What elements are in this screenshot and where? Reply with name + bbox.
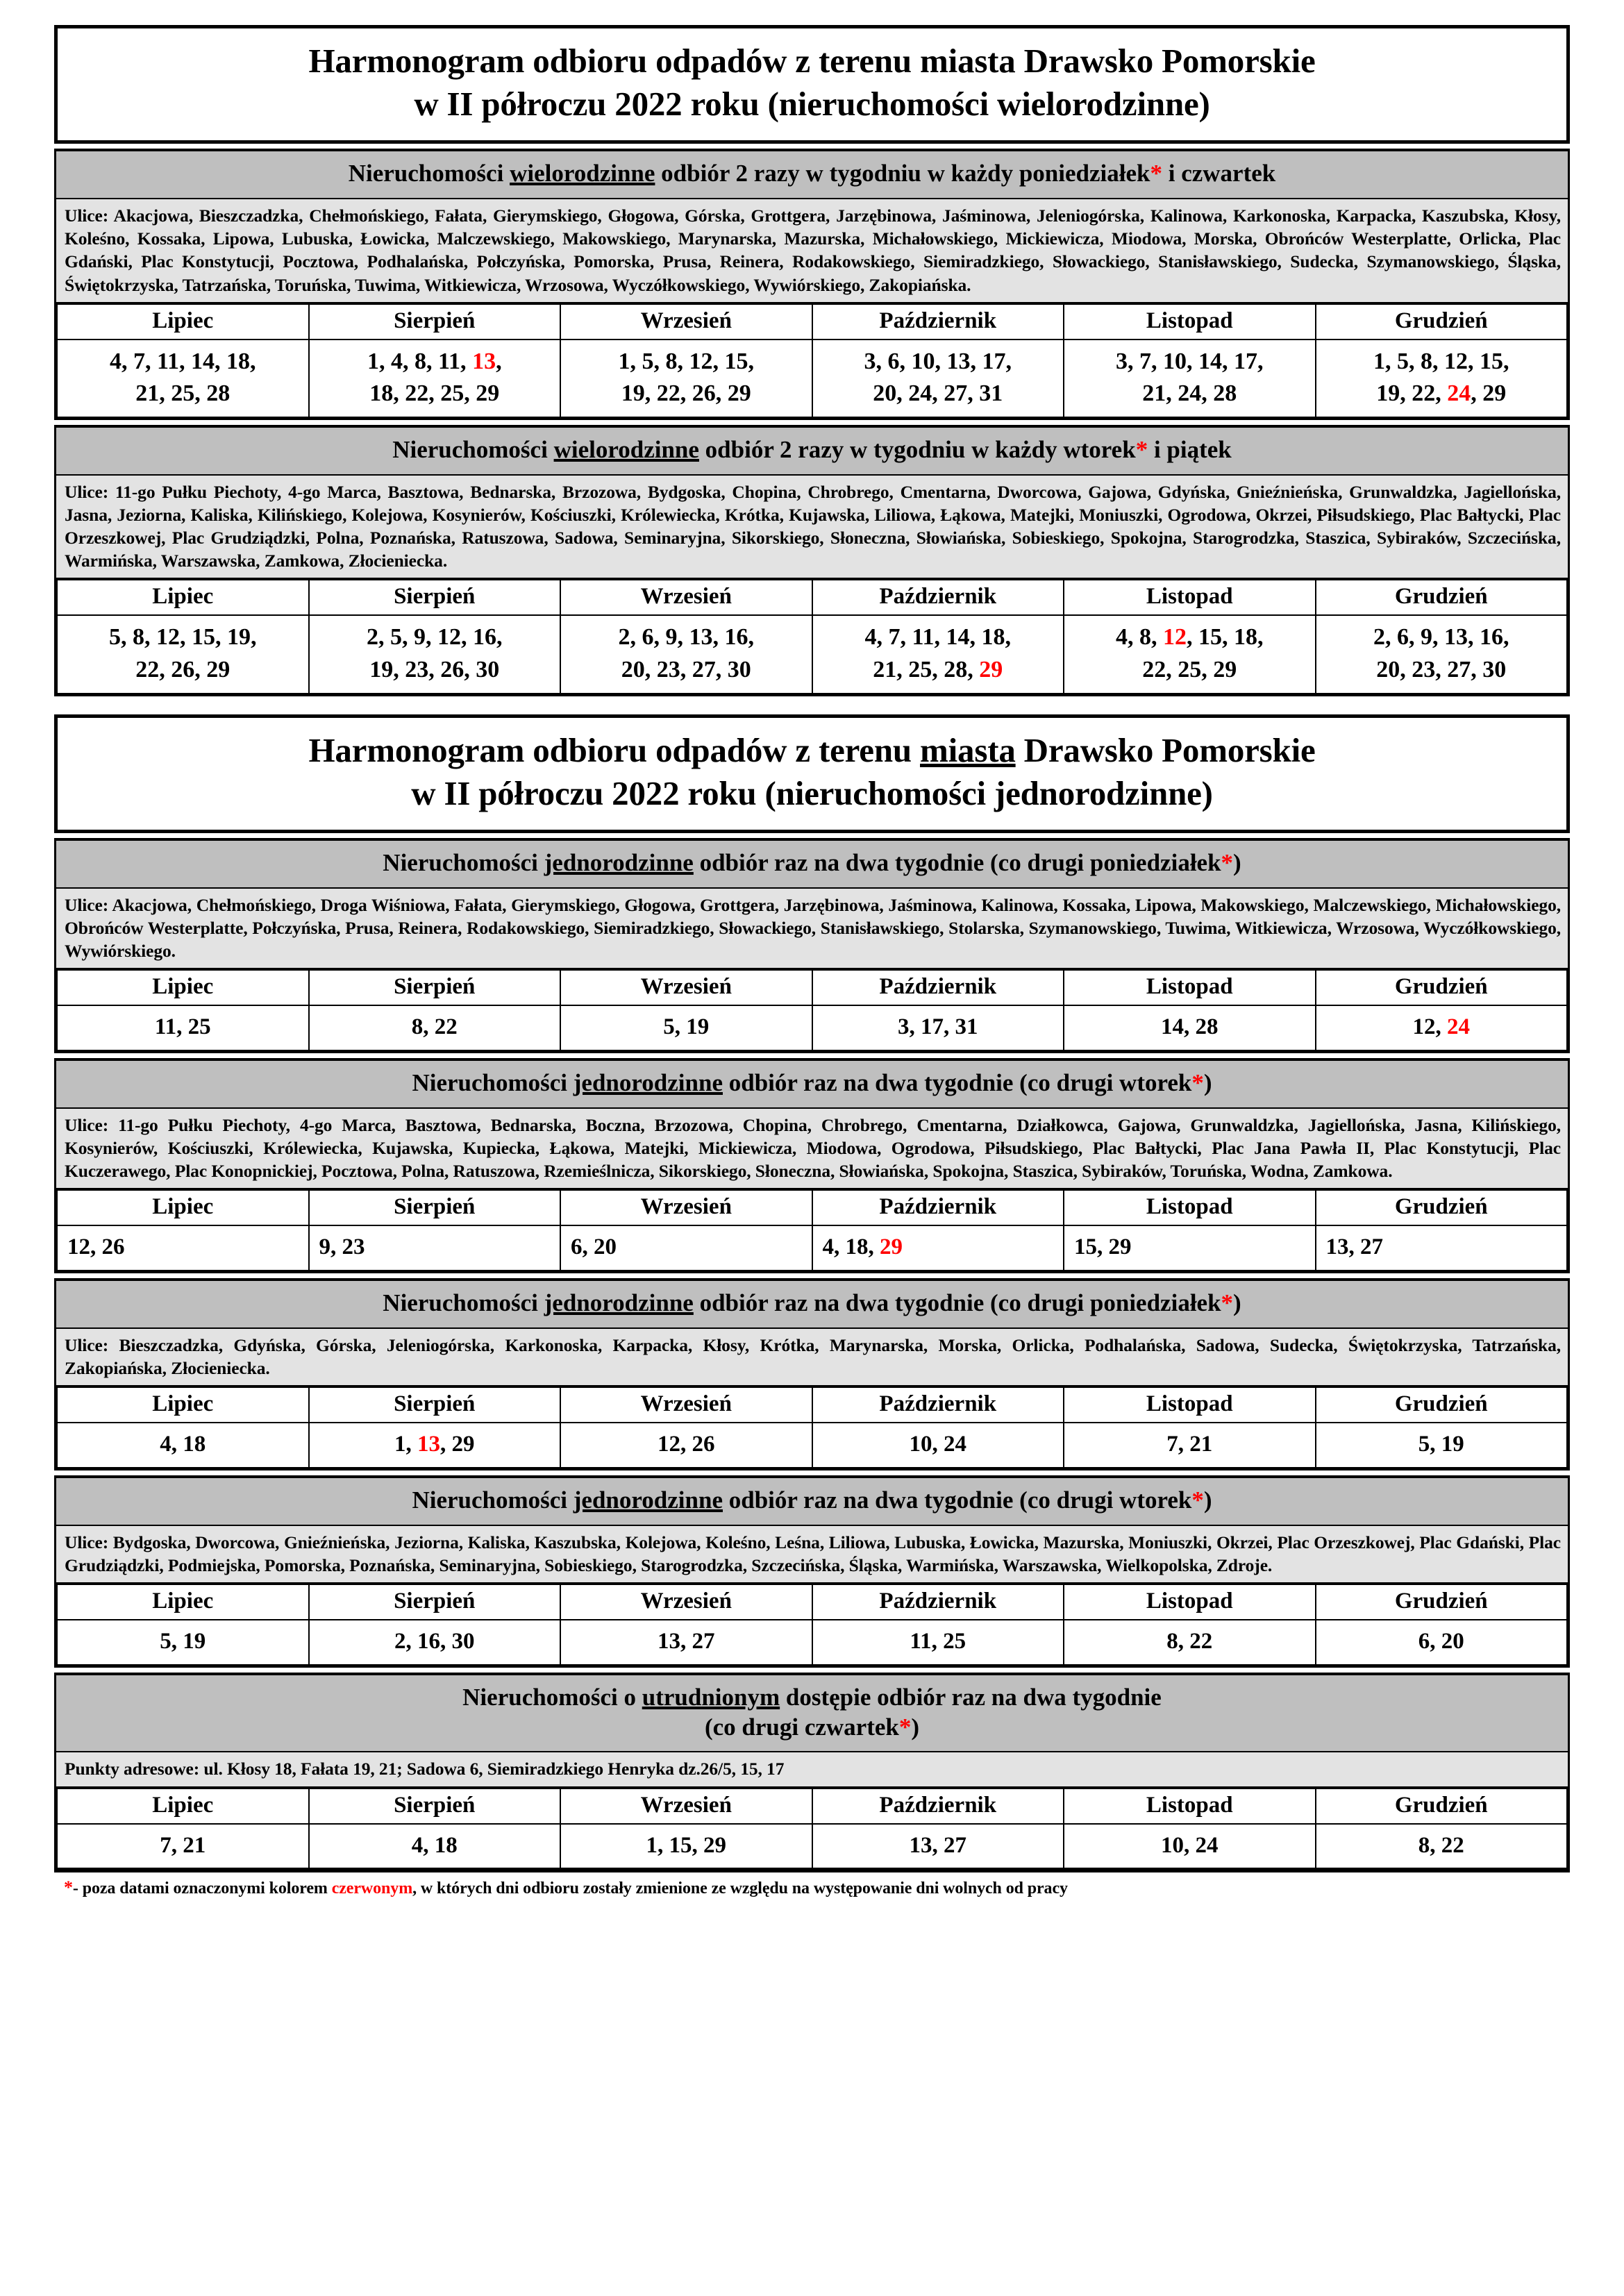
street-list: Ulice: Akacjowa, Chełmońskiego, Droga Wiśniowa, Fałata, Gierymskiego, Głogowa, Grottgera, Jarzębinowa, Jaśminowa, Kalinowa, Kossaka, Lipowa, Makowskiego, Malczewskiego, Michałowskiego, Obrońców Westerplatte, Połczyńska, Prusa, Reinera, Rodakowskiego, Siemiradzkiego, Słowackiego, Stanisławskiego, Stolarska, Szymanowskiego, Tuwima, Witkiewicza, Wrzosowa, Wyczółkowskiego, Wywiórskiego. — [56, 889, 1568, 969]
dates-cell-3 — [560, 615, 812, 693]
month-header-5: Listopad — [1064, 970, 1316, 1005]
dates-row — [57, 1824, 1567, 1869]
month-header-1: Lipiec — [57, 1788, 309, 1824]
month-header-row — [57, 1387, 1567, 1423]
section-heading — [56, 1675, 1568, 1752]
dates-cell-3 — [560, 340, 812, 417]
heading-underlined-word: jednorodzinne — [544, 849, 694, 877]
section-jednorodzinne-wt-2 — [54, 1475, 1570, 1668]
date-text: 19, 23, 26, 30 — [369, 656, 500, 682]
dates-cell-1 — [57, 1423, 309, 1468]
month-header-2: Sierpień — [309, 580, 561, 615]
dates-cell-6 — [1316, 1423, 1568, 1468]
dates-cell-4 — [812, 1005, 1064, 1050]
month-header-1: Lipiec — [57, 1584, 309, 1620]
date-line — [60, 621, 305, 653]
month-header-row — [57, 1584, 1567, 1620]
date-line — [816, 654, 1061, 686]
date-text: 22, 26, 29 — [135, 656, 231, 682]
section-heading — [56, 1478, 1568, 1526]
main-title-multifamily — [54, 25, 1570, 144]
date-text: 9, 23 — [319, 1234, 365, 1260]
month-header-row — [57, 304, 1567, 340]
street-list: Punkty adresowe: ul. Kłosy 18, Fałata 19, 21; Sadowa 6, Siemiradzkiego Henryka dz.26/5, 15, 17 — [56, 1752, 1568, 1787]
dates-cell-1 — [57, 1005, 309, 1050]
month-header-row — [57, 580, 1567, 615]
date-text: 4, 8, — [1116, 624, 1163, 651]
date-line — [564, 1830, 809, 1861]
date-text: 2, 6, 9, 13, 16, — [1373, 624, 1509, 651]
date-text: 5, 19 — [1418, 1432, 1464, 1457]
date-text: 3, 6, 10, 13, 17, — [864, 348, 1012, 374]
date-text: 1, — [394, 1432, 417, 1457]
date-text: 1, 5, 8, 12, 15, — [618, 348, 754, 374]
dates-cell-4 — [812, 1824, 1064, 1869]
dates-cell-2 — [309, 1005, 561, 1050]
dates-cell-1 — [57, 1620, 309, 1665]
heading-underlined-word: jednorodzinne — [573, 1486, 723, 1514]
month-header-6: Grudzień — [1316, 1788, 1568, 1824]
date-text: , 29 — [440, 1432, 475, 1457]
heading-prefix: Nieruchomości — [383, 1289, 544, 1317]
month-header-2: Sierpień — [309, 970, 561, 1005]
month-header-4: Październik — [812, 1788, 1064, 1824]
date-text: 3, 17, 31 — [898, 1014, 978, 1040]
date-text: 15, 29 — [1074, 1234, 1132, 1260]
dates-row — [57, 1620, 1567, 1665]
month-table — [56, 1386, 1568, 1468]
dates-cell-2 — [309, 340, 561, 417]
date-line — [1319, 621, 1564, 653]
dates-cell-6 — [1316, 615, 1568, 693]
heading-prefix: Nieruchomości — [348, 160, 510, 187]
dates-cell-6 — [1316, 340, 1568, 417]
date-line — [1326, 1232, 1564, 1263]
date-text: 2, 6, 9, 13, 16, — [618, 624, 754, 651]
month-header-1: Lipiec — [57, 304, 309, 340]
dates-cell-4 — [812, 1423, 1064, 1468]
month-table — [56, 1788, 1568, 1870]
heading-close: ) — [1203, 1486, 1212, 1514]
section-heading — [56, 428, 1568, 476]
date-text: 10, 24 — [909, 1432, 966, 1457]
street-list: Ulice: 11-go Pułku Piechoty, 4-go Marca, Basztowa, Bednarska, Brzozowa, Bydgoska, Chopina, Chrobrego, Cmentarna, Dworcowa, Gajowa, Gdyńska, Gnieźnieńska, Grunwaldzka, Jagiellońska, Jasna, Jeziorna, Kaliska, Kilińskiego, Kolejowa, Kosynierów, Kościuszki, Królewiecka, Krótka, Kujawska, Liliowa, Łąkowa, Matejki, Moniuszki, Ogrodowa, Okrzei, Piłsudskiego, Plac Bałtycki, Plac Orzeszkowej, Plac Grudziądzki, Polna, Poznańska, Ratuszowa, Sadowa, Seminaryjna, Sikorskiego, Słoneczna, Słowiańska, Sobieskiego, Spokojna, Starogrodzka, Staszica, Sybiraków, Szczecińska, Warmińska, Warszawska, Zamkowa, Złocieniecka. — [56, 476, 1568, 580]
dates-cell-5 — [1064, 1620, 1316, 1665]
date-text: 7, 21 — [160, 1832, 206, 1858]
title-underlined-word: miasta — [920, 730, 1016, 769]
month-header-5: Listopad — [1064, 1190, 1316, 1225]
dates-cell-5 — [1064, 1005, 1316, 1050]
date-line — [1319, 1429, 1564, 1460]
changed-date: 13 — [472, 348, 496, 374]
dates-cell-2 — [309, 1423, 561, 1468]
date-text: 10, 24 — [1161, 1832, 1219, 1858]
month-table — [56, 579, 1568, 694]
date-text: 6, 20 — [571, 1234, 617, 1260]
dates-cell-4 — [812, 1620, 1064, 1665]
date-text: 8, 22 — [1166, 1629, 1213, 1654]
date-text: 1, 4, 8, 11, — [367, 348, 473, 374]
date-text: 20, 23, 27, 30 — [621, 656, 751, 682]
month-header-2: Sierpień — [309, 1387, 561, 1423]
section-heading — [56, 151, 1568, 199]
date-text: 11, 25 — [910, 1629, 966, 1654]
dates-row — [57, 340, 1567, 417]
date-line — [571, 1232, 809, 1263]
date-text: 19, 22, — [1376, 380, 1448, 406]
date-text: 20, 24, 27, 31 — [873, 380, 1003, 406]
dates-cell-4 — [812, 1225, 1064, 1271]
date-line — [312, 621, 558, 653]
date-text: 5, 19 — [160, 1629, 206, 1654]
date-line — [60, 346, 305, 378]
date-text: , — [496, 348, 502, 374]
heading-suffix: odbiór raz na dwa tygodnie (co drugi poniedziałek — [693, 1289, 1221, 1317]
date-line — [67, 1232, 305, 1263]
date-line — [564, 346, 809, 378]
month-header-row — [57, 1788, 1567, 1824]
date-text: 21, 25, 28 — [135, 380, 231, 406]
dates-cell-3 — [560, 1824, 812, 1869]
date-text: 8, 22 — [411, 1014, 458, 1040]
street-list: Ulice: Bieszczadzka, Gdyńska, Górska, Jeleniogórska, Karkonoska, Karpacka, Kłosy, Krótka, Marynarska, Morska, Orlicka, Podhalańska, Sadowa, Sudecka, Świętokrzyska, Tatrzańska, Zakopiańska, Złocieniecka. — [56, 1329, 1568, 1386]
date-text: 22, 25, 29 — [1142, 656, 1237, 682]
asterisk-marker: * — [898, 1713, 912, 1741]
dates-row — [57, 1225, 1567, 1271]
footnote — [54, 1871, 1570, 1904]
dates-cell-3 — [560, 1005, 812, 1050]
dates-cell-6 — [1316, 1620, 1568, 1665]
heading-suffix: odbiór 2 razy w tygodniu w każdy poniedziałek — [655, 160, 1150, 187]
date-line — [816, 1012, 1061, 1043]
dates-cell-4 — [812, 340, 1064, 417]
date-line — [1067, 1830, 1312, 1861]
dates-cell-6 — [1316, 1225, 1568, 1271]
dates-row — [57, 1423, 1567, 1468]
main-title-singlefamily-line1 — [85, 729, 1539, 772]
month-header-4: Październik — [812, 304, 1064, 340]
month-header-5: Listopad — [1064, 580, 1316, 615]
month-table — [56, 969, 1568, 1051]
changed-date: 13 — [417, 1432, 440, 1457]
date-line — [1074, 1232, 1312, 1263]
section-jednorodzinne-pon-2 — [54, 1278, 1570, 1470]
date-line — [1067, 654, 1312, 686]
asterisk-marker: * — [1191, 1486, 1204, 1514]
dates-cell-1 — [57, 1225, 309, 1271]
date-line — [1067, 1626, 1312, 1657]
date-line — [60, 1626, 305, 1657]
section-heading-line1 — [63, 1683, 1561, 1713]
date-line — [816, 1429, 1061, 1460]
date-line — [1319, 346, 1564, 378]
dates-row — [57, 1005, 1567, 1050]
dates-cell-5 — [1064, 340, 1316, 417]
street-list: Ulice: Akacjowa, Bieszczadzka, Chełmońskiego, Fałata, Gierymskiego, Głogowa, Górska, Grottgera, Jarzębinowa, Jaśminowa, Jeleniogórska, Kalinowa, Karkonoska, Karpacka, Kaszubska, Kłosy, Koleśno, Kossaka, Lipowa, Lubuska, Łowicka, Malczewskiego, Makowskiego, Marynarska, Mazurska, Michałowskiego, Mickiewicza, Miodowa, Morska, Obrońców Westerplatte, Orlicka, Plac Gdański, Plac Konstytucji, Pocztowa, Podhalańska, Połczyńska, Pomorska, Prusa, Reinera, Rodakowskiego, Siemiradzkiego, Słowackiego, Stanisławskiego, Sudecka, Szymanowskiego, Śląska, Świętokrzyska, Tatrzańska, Toruńska, Tuwima, Witkiewicza, Wrzosowa, Wyczółkowskiego, Wywiórskiego, Zakopiańska. — [56, 199, 1568, 303]
month-header-6: Grudzień — [1316, 1584, 1568, 1620]
date-text: 12, — [1412, 1014, 1447, 1040]
street-list: Ulice: 11-go Pułku Piechoty, 4-go Marca, Basztowa, Bednarska, Boczna, Brzozowa, Chopina, Chrobrego, Cmentarna, Działkowca, Gajowa, Grunwaldzka, Jagiellońska, Jasna, Kilińskiego, Kosynierów, Kościuszki, Królewiecka, Kujawska, Kupiecka, Łąkowa, Matejki, Mickiewicza, Miodowa, Ogrodowa, Piłsudskiego, Plac Bałtycki, Plac Jana Pawła II, Plac Konstytucji, Plac Kuczerawego, Plac Konopnickiej, Pocztowa, Polna, Ratuszowa, Rzemieślnicza, Sikorskiego, Słoneczna, Słowiańska, Spokojna, Staszica, Sybiraków, Toruńska, Wodna, Zamkowa. — [56, 1109, 1568, 1189]
heading-close: ) — [1233, 1289, 1241, 1317]
month-header-3: Wrzesień — [560, 970, 812, 1005]
dates-row — [57, 615, 1567, 693]
month-header-6: Grudzień — [1316, 304, 1568, 340]
month-header-6: Grudzień — [1316, 580, 1568, 615]
date-text: 4, 18, — [822, 1234, 880, 1260]
month-header-5: Listopad — [1064, 1788, 1316, 1824]
date-line — [312, 1429, 558, 1460]
date-line — [564, 1012, 809, 1043]
date-text: 3, 7, 10, 14, 17, — [1116, 348, 1264, 374]
date-line — [1067, 378, 1312, 410]
asterisk-marker: * — [1135, 436, 1148, 464]
date-line — [312, 654, 558, 686]
changed-date: 12 — [1163, 624, 1187, 651]
dates-cell-1 — [57, 1824, 309, 1869]
main-title-singlefamily — [54, 714, 1570, 833]
heading-underlined-word: utrudnionym — [642, 1684, 780, 1711]
date-text: 19, 22, 26, 29 — [621, 380, 751, 406]
dates-cell-5 — [1064, 1824, 1316, 1869]
dates-cell-6 — [1316, 1005, 1568, 1050]
date-text: 21, 24, 28 — [1142, 380, 1237, 406]
heading-suffix: odbiór 2 razy w tygodniu w każdy wtorek — [698, 436, 1136, 464]
month-header-4: Październik — [812, 970, 1064, 1005]
date-text: 13, 27 — [1325, 1234, 1383, 1260]
heading-prefix: Nieruchomości — [412, 1486, 574, 1514]
dates-cell-2 — [309, 615, 561, 693]
date-line — [564, 621, 809, 653]
month-header-6: Grudzień — [1316, 1387, 1568, 1423]
dates-cell-3 — [560, 1423, 812, 1468]
footnote-part2: , w których dni odbioru zostały zmienione ze względu na występowanie dni wolnych od pracy — [412, 1879, 1068, 1898]
date-line — [312, 1012, 558, 1043]
month-header-2: Sierpień — [309, 1190, 561, 1225]
heading-prefix: Nieruchomości — [383, 849, 544, 877]
month-header-2: Sierpień — [309, 1788, 561, 1824]
date-line — [1319, 378, 1564, 410]
date-line — [312, 1626, 558, 1657]
dates-cell-5 — [1064, 1225, 1316, 1271]
date-line — [1067, 1012, 1312, 1043]
heading-prefix: Nieruchomości — [412, 1069, 574, 1097]
section-jednorodzinne-wt-1 — [54, 1058, 1570, 1273]
heading-underlined-word: jednorodzinne — [573, 1069, 723, 1097]
dates-cell-2 — [309, 1225, 561, 1271]
dates-cell-6 — [1316, 1824, 1568, 1869]
date-text: 8, 22 — [1418, 1832, 1464, 1858]
heading-close: ) — [911, 1713, 920, 1741]
main-title-multifamily-line1: Harmonogram odbioru odpadów z terenu miasta Drawsko Pomorskie — [308, 42, 1316, 80]
date-text: 7, 21 — [1166, 1432, 1213, 1457]
dates-cell-5 — [1064, 1423, 1316, 1468]
date-line — [816, 346, 1061, 378]
dates-cell-1 — [57, 340, 309, 417]
changed-date: 29 — [880, 1234, 903, 1260]
month-table — [56, 1584, 1568, 1666]
section-heading — [56, 1061, 1568, 1109]
heading-close: i czwartek — [1162, 160, 1276, 187]
date-line — [816, 621, 1061, 653]
footnote-red-word: czerwonym — [331, 1879, 413, 1898]
date-text: 2, 5, 9, 12, 16, — [367, 624, 503, 651]
date-line — [1319, 1830, 1564, 1861]
section-heading — [56, 1281, 1568, 1329]
date-line — [60, 1830, 305, 1861]
date-line — [1319, 1626, 1564, 1657]
heading-close: ) — [1233, 849, 1241, 877]
month-header-1: Lipiec — [57, 970, 309, 1005]
sections-singlefamily — [54, 838, 1570, 1904]
date-line — [312, 1830, 558, 1861]
date-text: 18, 22, 25, 29 — [369, 380, 500, 406]
month-header-2: Sierpień — [309, 304, 561, 340]
heading-prefix: Nieruchomości — [392, 436, 554, 464]
date-line — [60, 654, 305, 686]
main-title-multifamily-line2: w II półroczu 2022 roku (nieruchomości wielorodzinne) — [414, 84, 1210, 123]
dates-cell-3 — [560, 1225, 812, 1271]
date-text: 12, 26 — [67, 1234, 125, 1260]
asterisk-marker: * — [1191, 1069, 1204, 1097]
date-text: 1, 5, 8, 12, 15, — [1373, 348, 1509, 374]
date-text: 13, 27 — [909, 1832, 966, 1858]
heading-suffix: odbiór raz na dwa tygodnie (co drugi wtorek — [723, 1486, 1192, 1514]
heading-underlined-word: jednorodzinne — [544, 1289, 694, 1317]
month-header-5: Listopad — [1064, 1387, 1316, 1423]
month-header-1: Lipiec — [57, 580, 309, 615]
month-header-row — [57, 970, 1567, 1005]
date-text: 12, 26 — [658, 1432, 715, 1457]
title-prefix: Harmonogram odbioru odpadów z terenu — [308, 730, 920, 769]
heading-day: (co drugi czwartek — [704, 1713, 899, 1741]
section-jednorodzinne-pon-1 — [54, 838, 1570, 1053]
date-line — [1319, 1012, 1564, 1043]
date-text: , 15, 18, — [1187, 624, 1264, 651]
date-text: 5, 8, 12, 15, 19, — [109, 624, 257, 651]
month-header-3: Wrzesień — [560, 1190, 812, 1225]
heading-suffix: dostępie odbiór raz na dwa tygodnie — [780, 1684, 1162, 1711]
month-table — [56, 1189, 1568, 1271]
month-header-5: Listopad — [1064, 1584, 1316, 1620]
month-table — [56, 303, 1568, 418]
date-text: 13, 27 — [658, 1629, 715, 1654]
date-line — [312, 346, 558, 378]
date-line — [1067, 621, 1312, 653]
asterisk-marker: * — [1150, 160, 1162, 187]
date-text: 5, 19 — [663, 1014, 710, 1040]
heading-prefix: Nieruchomości o — [462, 1684, 642, 1711]
changed-date: 24 — [1447, 380, 1471, 406]
date-line — [312, 378, 558, 410]
asterisk-marker: * — [1221, 849, 1234, 877]
date-text: 4, 18 — [411, 1832, 458, 1858]
date-line — [564, 654, 809, 686]
heading-underlined-word: wielorodzinne — [553, 436, 699, 464]
month-header-5: Listopad — [1064, 304, 1316, 340]
section-utrudniony-dostep — [54, 1673, 1570, 1871]
month-header-6: Grudzień — [1316, 1190, 1568, 1225]
date-text: 2, 16, 30 — [394, 1629, 475, 1654]
date-text: 4, 7, 11, 14, 18, — [109, 348, 256, 374]
date-text: 14, 28 — [1161, 1014, 1219, 1040]
date-text: 11, 25 — [154, 1014, 211, 1040]
date-text: 21, 25, 28, — [873, 656, 980, 682]
street-list: Ulice: Bydgoska, Dworcowa, Gnieźnieńska, Jeziorna, Kaliska, Kaszubska, Kolejowa, Koleśno, Leśna, Liliowa, Lubuska, Łowicka, Mazurska, Moniuszki, Okrzei, Plac Orzeszkowej, Plac Gdański, Plac Grudziądzki, Podmiejska, Pomorska, Poznańska, Seminaryjna, Sobieskiego, Starogrodzka, Szczecińska, Śląska, Warmińska, Warszawska, Wielkopolska, Zdroje. — [56, 1526, 1568, 1584]
dates-cell-1 — [57, 615, 309, 693]
month-header-1: Lipiec — [57, 1387, 309, 1423]
date-text: 6, 20 — [1418, 1629, 1464, 1654]
heading-suffix: odbiór raz na dwa tygodnie (co drugi poniedziałek — [693, 849, 1221, 877]
month-header-3: Wrzesień — [560, 304, 812, 340]
heading-suffix: odbiór raz na dwa tygodnie (co drugi wtorek — [723, 1069, 1192, 1097]
date-line — [816, 1830, 1061, 1861]
heading-close: ) — [1203, 1069, 1212, 1097]
changed-date: 29 — [979, 656, 1003, 682]
date-text: 1, 15, 29 — [646, 1832, 726, 1858]
month-header-3: Wrzesień — [560, 1387, 812, 1423]
date-line — [816, 378, 1061, 410]
date-line — [564, 378, 809, 410]
sections-multifamily — [54, 149, 1570, 696]
month-header-3: Wrzesień — [560, 580, 812, 615]
section-heading-line2 — [63, 1713, 1561, 1743]
month-header-row — [57, 1190, 1567, 1225]
date-line — [319, 1232, 558, 1263]
month-header-6: Grudzień — [1316, 970, 1568, 1005]
section-wielorodzinne-wt-pt — [54, 425, 1570, 696]
date-line — [1067, 346, 1312, 378]
heading-close: i piątek — [1148, 436, 1232, 464]
date-text: 20, 23, 27, 30 — [1376, 656, 1507, 682]
section-heading — [56, 841, 1568, 889]
date-text: 4, 18 — [160, 1432, 206, 1457]
month-header-4: Październik — [812, 1190, 1064, 1225]
dates-cell-3 — [560, 1620, 812, 1665]
month-header-4: Październik — [812, 1387, 1064, 1423]
date-line — [823, 1232, 1061, 1263]
date-text: , 29 — [1471, 380, 1507, 406]
date-line — [564, 1429, 809, 1460]
date-line — [1067, 1429, 1312, 1460]
date-line — [60, 378, 305, 410]
asterisk-marker: * — [1221, 1289, 1234, 1317]
month-header-3: Wrzesień — [560, 1584, 812, 1620]
title-suffix: Drawsko Pomorskie — [1015, 730, 1316, 769]
month-header-3: Wrzesień — [560, 1788, 812, 1824]
date-line — [60, 1429, 305, 1460]
month-header-4: Październik — [812, 1584, 1064, 1620]
dates-cell-2 — [309, 1824, 561, 1869]
footnote-part1: - poza datami oznaczonymi kolorem — [72, 1879, 332, 1898]
section-wielorodzinne-pon-czw — [54, 149, 1570, 420]
date-line — [60, 1012, 305, 1043]
dates-cell-2 — [309, 1620, 561, 1665]
month-header-2: Sierpień — [309, 1584, 561, 1620]
month-header-4: Październik — [812, 580, 1064, 615]
dates-cell-5 — [1064, 615, 1316, 693]
heading-underlined-word: wielorodzinne — [510, 160, 655, 187]
date-line — [564, 1626, 809, 1657]
date-line — [1319, 654, 1564, 686]
date-line — [816, 1626, 1061, 1657]
footnote-asterisk: * — [64, 1877, 73, 1898]
month-header-1: Lipiec — [57, 1190, 309, 1225]
changed-date: 24 — [1447, 1014, 1470, 1040]
dates-cell-4 — [812, 615, 1064, 693]
main-title-singlefamily-line2: w II półroczu 2022 roku (nieruchomości jednorodzinne) — [411, 773, 1213, 812]
date-text: 4, 7, 11, 14, 18, — [864, 624, 1012, 651]
